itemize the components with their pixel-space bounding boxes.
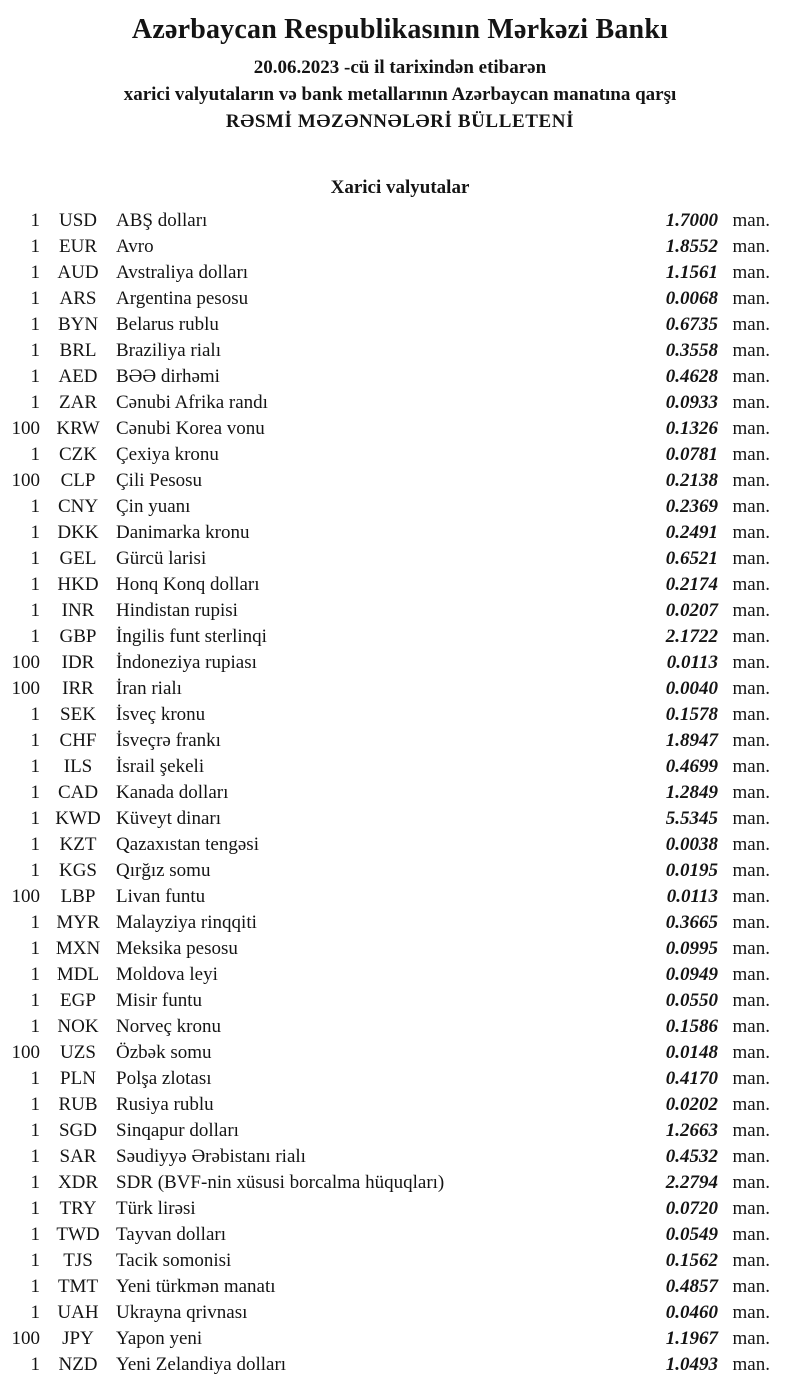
currency-name: BƏƏ dirhəmi [116, 366, 220, 387]
currency-row [0, 754, 800, 780]
currency-quantity: 100 [11, 470, 40, 491]
currency-name: Avro [116, 236, 154, 257]
currency-name: Danimarka kronu [116, 522, 250, 543]
currency-quantity: 1 [30, 938, 40, 959]
unit-label: man. [732, 1250, 770, 1271]
currency-code: EGP [60, 990, 96, 1011]
currency-quantity: 1 [30, 366, 40, 387]
currency-name: Livan funtu [116, 886, 206, 907]
currency-rate: 0.3558 [665, 340, 718, 361]
currency-quantity: 1 [30, 314, 40, 335]
currency-quantity: 1 [30, 626, 40, 647]
currency-rate: 0.0460 [665, 1302, 718, 1323]
unit-label: man. [732, 808, 770, 829]
currency-quantity: 100 [11, 652, 40, 673]
currency-code: TMT [57, 1276, 99, 1297]
currency-row [0, 1326, 800, 1352]
currency-row [0, 1274, 800, 1300]
currency-code: IDR [61, 652, 95, 673]
unit-label: man. [732, 1094, 770, 1115]
currency-code: KZT [59, 834, 97, 855]
currency-name: Yapon yeni [116, 1328, 203, 1349]
section-title-foreign-currencies: Xarici valyutalar [330, 177, 470, 198]
currency-row [0, 1092, 800, 1118]
currency-name: Yeni türkmən manatı [116, 1276, 276, 1297]
currency-quantity: 1 [30, 1172, 40, 1193]
currency-code: TWD [56, 1224, 100, 1245]
currency-name: Özbək somu [116, 1042, 212, 1063]
currency-name: Cənubi Korea vonu [116, 418, 265, 439]
currency-code: SGD [58, 1120, 97, 1141]
currency-row [0, 962, 800, 988]
currency-code: UAH [57, 1302, 99, 1323]
currency-rate: 0.1562 [665, 1250, 718, 1271]
currency-quantity: 1 [30, 782, 40, 803]
currency-row [0, 468, 800, 494]
currency-rate: 1.8552 [665, 236, 718, 257]
currency-code: EUR [59, 236, 97, 257]
currency-quantity: 1 [30, 1250, 40, 1271]
currency-quantity: 1 [30, 1224, 40, 1245]
currency-code: MDL [56, 964, 100, 985]
unit-label: man. [732, 1068, 770, 1089]
currency-code: USD [58, 210, 97, 231]
currency-rate: 1.2663 [665, 1120, 718, 1141]
currency-row [0, 910, 800, 936]
currency-rate: 1.1967 [665, 1328, 718, 1349]
currency-quantity: 1 [30, 704, 40, 725]
currency-rate: 0.4857 [665, 1276, 718, 1297]
unit-label: man. [732, 678, 770, 699]
currency-rate: 0.0949 [665, 964, 718, 985]
currency-quantity: 1 [30, 522, 40, 543]
currency-name: Misir funtu [116, 990, 203, 1011]
currency-row [0, 1352, 800, 1378]
currency-row [0, 780, 800, 806]
currency-name: Meksika pesosu [116, 938, 238, 959]
currency-rate: 0.4170 [665, 1068, 718, 1089]
currency-code: GEL [59, 548, 97, 569]
unit-label: man. [732, 470, 770, 491]
currency-name: SDR (BVF-nin xüsusi borcalma hüquqları) [116, 1172, 445, 1193]
currency-code: TJS [63, 1250, 93, 1271]
currency-code: SEK [60, 704, 96, 725]
currency-code: CHF [59, 730, 97, 751]
currency-rate: 1.2849 [665, 782, 718, 803]
unit-label: man. [732, 392, 770, 413]
currency-row [0, 936, 800, 962]
currency-row [0, 884, 800, 910]
unit-label: man. [732, 1302, 770, 1323]
currency-name: Yeni Zelandiya dolları [116, 1354, 287, 1375]
unit-label: man. [732, 574, 770, 595]
currency-code: IRR [62, 678, 94, 699]
currency-code: CZK [59, 444, 97, 465]
currency-rate: 0.0549 [665, 1224, 718, 1245]
currency-name: Hindistan rupisi [116, 600, 238, 621]
currency-name: Çexiya kronu [116, 444, 219, 465]
currency-code: PLN [60, 1068, 96, 1089]
currency-quantity: 1 [30, 1146, 40, 1167]
currency-rate: 0.1326 [665, 418, 718, 439]
currency-code: UZS [60, 1042, 96, 1063]
currency-quantity: 1 [30, 392, 40, 413]
currency-rate: 0.4532 [665, 1146, 718, 1167]
currency-rate: 0.0933 [665, 392, 718, 413]
currency-quantity: 1 [30, 860, 40, 881]
currency-rate: 2.2794 [665, 1172, 718, 1193]
unit-label: man. [732, 1042, 770, 1063]
currency-code: CAD [57, 782, 99, 803]
currency-rate: 0.4628 [665, 366, 718, 387]
currency-quantity: 1 [30, 574, 40, 595]
currency-quantity: 1 [30, 912, 40, 933]
currency-quantity: 1 [30, 1276, 40, 1297]
currency-code: AED [58, 366, 98, 387]
currency-rate: 0.0550 [665, 990, 718, 1011]
currency-code: AUD [57, 262, 99, 283]
currency-rate: 5.5345 [665, 808, 718, 829]
currency-name: Çin yuanı [116, 496, 191, 517]
unit-label: man. [732, 548, 770, 569]
currency-code: CLP [60, 470, 96, 491]
unit-label: man. [732, 340, 770, 361]
unit-label: man. [732, 1146, 770, 1167]
currency-name: Moldova leyi [116, 964, 218, 985]
currency-code: INR [61, 600, 95, 621]
currency-quantity: 1 [30, 964, 40, 985]
currency-name: Sinqapur dolları [116, 1120, 239, 1141]
currency-quantity: 1 [30, 1120, 40, 1141]
currency-quantity: 1 [30, 730, 40, 751]
unit-label: man. [732, 600, 770, 621]
currency-name: Küveyt dinarı [116, 808, 222, 829]
currency-quantity: 1 [30, 600, 40, 621]
currency-quantity: 100 [11, 1042, 40, 1063]
currency-name: Norveç kronu [116, 1016, 221, 1037]
currency-row [0, 1222, 800, 1248]
currency-rate: 0.3665 [665, 912, 718, 933]
unit-label: man. [732, 704, 770, 725]
unit-label: man. [732, 938, 770, 959]
currency-code: TRY [59, 1198, 97, 1219]
currency-name: Qazaxıstan tengəsi [116, 834, 259, 855]
currency-rate: 1.8947 [665, 730, 718, 751]
currency-row [0, 572, 800, 598]
currency-name: Rusiya rublu [116, 1094, 214, 1115]
currency-rate: 0.0113 [666, 886, 718, 907]
currency-row [0, 1066, 800, 1092]
currency-rate: 0.2369 [665, 496, 718, 517]
currency-code: HKD [57, 574, 99, 595]
currency-quantity: 1 [30, 1016, 40, 1037]
unit-label: man. [732, 418, 770, 439]
unit-label: man. [732, 262, 770, 283]
currency-rate: 0.2138 [665, 470, 718, 491]
currency-name: Argentina pesosu [116, 288, 249, 309]
currency-quantity: 1 [30, 756, 40, 777]
currency-code: CNY [57, 496, 99, 517]
currency-quantity: 1 [30, 808, 40, 829]
currency-row [0, 520, 800, 546]
currency-rate: 0.1586 [665, 1016, 718, 1037]
currency-row [0, 624, 800, 650]
currency-rate: 0.0068 [665, 288, 718, 309]
currency-quantity: 1 [30, 990, 40, 1011]
currency-rate: 0.0195 [665, 860, 718, 881]
unit-label: man. [732, 1016, 770, 1037]
currency-code: KGS [58, 860, 97, 881]
currency-code: ILS [63, 756, 93, 777]
unit-label: man. [732, 990, 770, 1011]
currency-code: ZAR [59, 392, 97, 413]
currency-row [0, 1196, 800, 1222]
currency-rate: 2.1722 [665, 626, 718, 647]
currency-quantity: 1 [30, 444, 40, 465]
currency-row [0, 1118, 800, 1144]
currency-name: Qırğız somu [116, 860, 211, 881]
unit-label: man. [732, 496, 770, 517]
currency-name: İsveç kronu [116, 704, 206, 725]
currency-name: Ukrayna qrivnası [116, 1302, 248, 1323]
currency-row [0, 702, 800, 728]
unit-label: man. [732, 626, 770, 647]
currency-quantity: 1 [30, 1354, 40, 1375]
currency-name: İran rialı [116, 678, 182, 699]
currency-quantity: 100 [11, 418, 40, 439]
unit-label: man. [732, 236, 770, 257]
currency-code: MXN [55, 938, 101, 959]
unit-label: man. [732, 1120, 770, 1141]
currency-quantity: 100 [11, 1328, 40, 1349]
currency-rate: 0.0148 [665, 1042, 718, 1063]
currency-quantity: 1 [30, 288, 40, 309]
currency-quantity: 1 [30, 236, 40, 257]
unit-label: man. [732, 314, 770, 335]
unit-label: man. [732, 782, 770, 803]
currency-quantity: 1 [30, 340, 40, 361]
currency-code: RUB [58, 1094, 98, 1115]
unit-label: man. [732, 1328, 770, 1349]
currency-name: Belarus rublu [116, 314, 219, 335]
currency-row [0, 234, 800, 260]
currency-name: İsveçrə frankı [116, 730, 221, 751]
currency-name: Cənubi Afrika randı [116, 392, 268, 413]
currency-quantity: 1 [30, 496, 40, 517]
unit-label: man. [732, 1276, 770, 1297]
currency-row [0, 832, 800, 858]
currency-name: İsrail şekeli [116, 756, 205, 777]
currency-quantity: 1 [30, 1302, 40, 1323]
currency-rate: 0.1578 [665, 704, 718, 725]
unit-label: man. [732, 522, 770, 543]
currency-row [0, 728, 800, 754]
currency-row [0, 208, 800, 234]
currency-row [0, 858, 800, 884]
currency-quantity: 100 [11, 886, 40, 907]
currency-quantity: 100 [11, 678, 40, 699]
currency-rate: 0.2174 [665, 574, 718, 595]
currency-row [0, 988, 800, 1014]
currency-code: NZD [58, 1354, 98, 1375]
unit-label: man. [732, 1172, 770, 1193]
unit-label: man. [732, 912, 770, 933]
currency-name: Honq Konq dolları [116, 574, 260, 595]
currency-code: GBP [59, 626, 97, 647]
currency-code: BYN [57, 314, 99, 335]
unit-label: man. [732, 1354, 770, 1375]
currency-code: MYR [56, 912, 100, 933]
currency-row [0, 1014, 800, 1040]
subtitle-line: xarici valyutaların və bank metallarının Azərbaycan manatına qarşı [123, 84, 677, 105]
currency-name: Türk lirəsi [116, 1198, 196, 1219]
currency-code: BRL [59, 340, 97, 361]
unit-label: man. [732, 1224, 770, 1245]
currency-rate: 0.0038 [665, 834, 718, 855]
currency-rate-table [0, 208, 800, 1378]
unit-label: man. [732, 964, 770, 985]
currency-row [0, 494, 800, 520]
unit-label: man. [732, 834, 770, 855]
currency-quantity: 1 [30, 1198, 40, 1219]
currency-name: ABŞ dolları [116, 210, 208, 231]
currency-name: Polşa zlotası [116, 1068, 212, 1089]
effective-date-line: 20.06.2023 -cü il tarixindən etibarən [253, 57, 547, 78]
currency-rate: 1.7000 [665, 210, 718, 231]
currency-name: Kanada dolları [116, 782, 229, 803]
currency-rate: 0.4699 [665, 756, 718, 777]
currency-rate: 1.1561 [665, 262, 718, 283]
currency-row [0, 676, 800, 702]
currency-row [0, 312, 800, 338]
currency-name: Çili Pesosu [116, 470, 203, 491]
currency-quantity: 1 [30, 1068, 40, 1089]
currency-code: JPY [62, 1328, 94, 1349]
currency-quantity: 1 [30, 210, 40, 231]
currency-quantity: 1 [30, 834, 40, 855]
currency-row [0, 390, 800, 416]
currency-row [0, 338, 800, 364]
currency-rate: 0.0113 [666, 652, 718, 673]
currency-name: Gürcü larisi [116, 548, 207, 569]
currency-name: İngilis funt sterlinqi [116, 626, 267, 647]
unit-label: man. [732, 860, 770, 881]
currency-name: Tacik somonisi [116, 1250, 232, 1271]
currency-row [0, 260, 800, 286]
currency-row [0, 1300, 800, 1326]
currency-code: KRW [56, 418, 100, 439]
currency-quantity: 1 [30, 262, 40, 283]
currency-quantity: 1 [30, 548, 40, 569]
currency-row [0, 1248, 800, 1274]
currency-row [0, 1040, 800, 1066]
currency-code: SAR [59, 1146, 97, 1167]
currency-rate: 0.2491 [665, 522, 718, 543]
unit-label: man. [732, 1198, 770, 1219]
unit-label: man. [732, 366, 770, 387]
currency-rate: 0.6735 [665, 314, 718, 335]
bulletin-title: RƏSMİ MƏZƏNNƏLƏRİ BÜLLETENİ [225, 111, 575, 132]
currency-row [0, 416, 800, 442]
currency-code: LBP [60, 886, 96, 907]
currency-rate: 0.0040 [665, 678, 718, 699]
currency-row [0, 650, 800, 676]
currency-name: Tayvan dolları [116, 1224, 226, 1245]
currency-code: XDR [57, 1172, 99, 1193]
currency-name: Səudiyyə Ərəbistanı rialı [116, 1146, 306, 1167]
currency-name: Braziliya rialı [116, 340, 221, 361]
unit-label: man. [732, 444, 770, 465]
currency-code: DKK [57, 522, 99, 543]
unit-label: man. [732, 886, 770, 907]
currency-name: Avstraliya dolları [116, 262, 249, 283]
currency-row [0, 546, 800, 572]
currency-rate: 1.0493 [665, 1354, 718, 1375]
currency-code: KWD [55, 808, 101, 829]
currency-rate: 0.0720 [665, 1198, 718, 1219]
currency-row [0, 1144, 800, 1170]
currency-row [0, 806, 800, 832]
currency-row [0, 1170, 800, 1196]
currency-row [0, 442, 800, 468]
unit-label: man. [732, 730, 770, 751]
unit-label: man. [732, 210, 770, 231]
currency-code: NOK [57, 1016, 99, 1037]
page-title: Azərbaycan Respublikasının Mərkəzi Bankı [131, 14, 669, 45]
currency-code: ARS [59, 288, 97, 309]
currency-row [0, 286, 800, 312]
unit-label: man. [732, 652, 770, 673]
currency-rate: 0.0207 [665, 600, 718, 621]
currency-rate: 0.0995 [665, 938, 718, 959]
currency-quantity: 1 [30, 1094, 40, 1115]
currency-rate: 0.0781 [665, 444, 718, 465]
currency-rate: 0.0202 [665, 1094, 718, 1115]
unit-label: man. [732, 756, 770, 777]
currency-name: Malayziya rinqqiti [116, 912, 257, 933]
currency-rate: 0.6521 [665, 548, 718, 569]
currency-row [0, 364, 800, 390]
currency-row [0, 598, 800, 624]
currency-name: İndoneziya rupiası [116, 652, 257, 673]
unit-label: man. [732, 288, 770, 309]
